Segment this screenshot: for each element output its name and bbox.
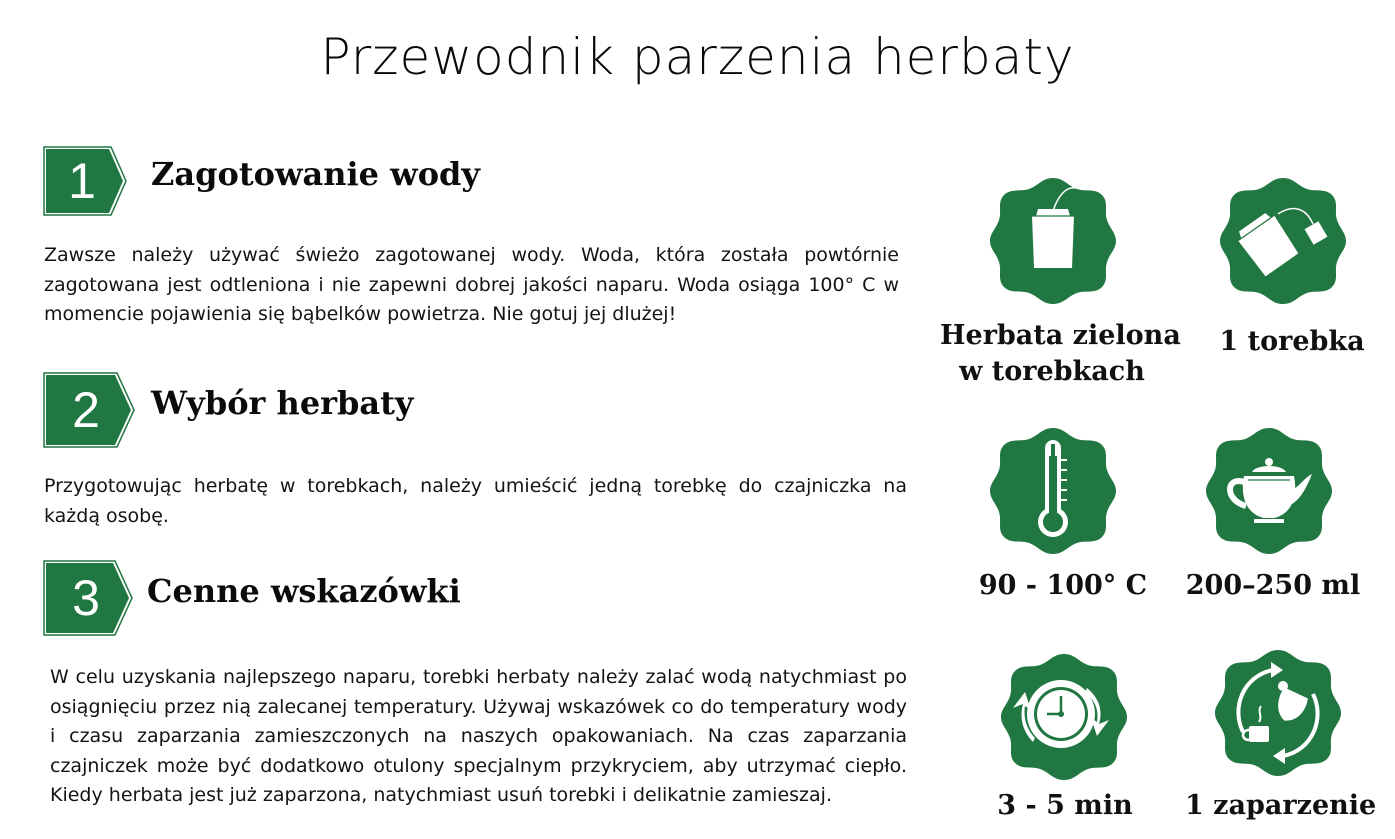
thermometer-icon xyxy=(988,426,1118,556)
single-tea-bag-icon xyxy=(1218,176,1348,306)
step-2-heading: Wybór herbaty xyxy=(151,384,414,422)
caption-tea-type xyxy=(940,318,1181,390)
step-1-badge xyxy=(43,146,127,216)
caption-time: 3 - 5 min xyxy=(997,790,1133,821)
step-2-badge xyxy=(43,372,135,448)
step-1-heading: Zagotowanie wody xyxy=(151,155,480,193)
brew-cycle-icon xyxy=(1213,648,1343,778)
step-1-text: Zawsze należy używać świeżo zagotowanej wody. Woda, która została powtórnie zagotowana jest odtleniona i nie zapewni dobrej jakości naparu. Woda osiąga 100° C w momencie pojawienia się bąbelków powietrza. Nie gotuj jej dlużej! xyxy=(44,244,899,325)
step-1-number: 1 xyxy=(68,153,96,209)
step-2-number: 2 xyxy=(72,382,100,438)
tea-bag-icon xyxy=(988,176,1118,306)
caption-infusions: 1 zaparzenie xyxy=(1185,790,1377,821)
caption-tea-type-line1: Herbata zielona xyxy=(940,320,1181,351)
step-2-text: Przygotowując herbatę w torebkach, należy umieścić jedną torebkę do czajniczka na każdą osobę. xyxy=(44,475,907,527)
clock-timer-icon xyxy=(999,652,1129,782)
teapot-icon xyxy=(1204,426,1334,556)
step-3-badge xyxy=(43,560,133,636)
caption-tea-type-line2: w torebkach xyxy=(959,356,1145,387)
caption-bag-count: 1 torebka xyxy=(1219,326,1365,357)
step-3-text: W celu uzyskania najlepszego naparu, torebki herbaty należy zalać wodą natychmiast po osiągnięciu przez nią zalecanej temperatury. Używaj wskazówek co do temperatury wody i czasu zaparzania zamieszczonych na naszych opakowaniach. Na czas zaparzania czajniczek może być dodatkowo otulony specjalnym przykryciem, aby utrzymać ciepło. Kiedy herbata jest już zaparzona, natychmiast usuń torebki i delikatnie zamieszaj. xyxy=(50,666,907,806)
page-title: Przewodnik parzenia herbaty xyxy=(320,28,1075,86)
step-3-number: 3 xyxy=(72,570,100,626)
step-3-heading: Cenne wskazówki xyxy=(147,572,461,610)
caption-temperature: 90 - 100° C xyxy=(978,570,1148,601)
caption-volume: 200–250 ml xyxy=(1185,570,1361,601)
